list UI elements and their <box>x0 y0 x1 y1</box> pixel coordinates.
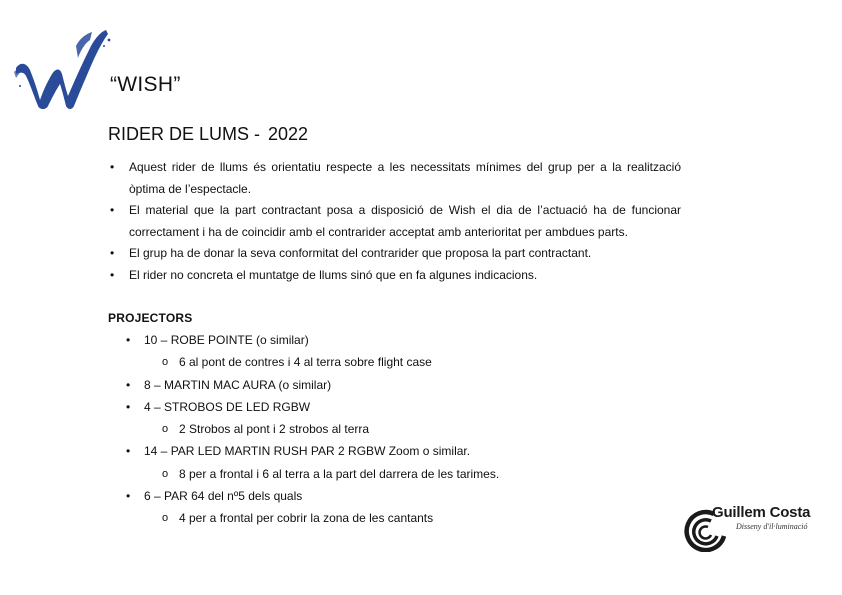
band-title: “WISH” <box>110 73 181 96</box>
list-item: • El rider no concreta el muntatge de llums sinó que en fa algunes indicacions. <box>110 265 681 287</box>
sub-list-item: o 8 per a frontal i 6 al terra a la part del darrera de les tarimes. <box>144 463 566 485</box>
designer-logo <box>684 504 814 556</box>
list-item <box>126 374 566 396</box>
list-item <box>126 485 566 530</box>
list-item: • Aquest rider de llums és orientatiu respecte a les necessitats mínimes del grup per a la realització òptima de l’espectacle. <box>110 157 681 200</box>
intro-list <box>110 157 681 286</box>
section-heading-projectors: PROJECTORS <box>108 311 193 325</box>
projector-label: 8 – MARTIN MAC AURA (o similar) <box>144 377 332 392</box>
designer-name: Guillem Costa <box>712 504 811 521</box>
list-item <box>126 329 566 374</box>
doc-title-text: RIDER DE LUMS - <box>108 124 261 144</box>
projectors-list <box>126 329 566 530</box>
sub-list-item: o 2 Strobos al pont i 2 strobos al terra <box>144 418 566 440</box>
list-item: • El material que la part contractant posa a disposició de Wish el dia de l’actuació ha de funcionar correctament i ha de coincidir amb el contrarider acceptat amb anterioritat per ambdues parts. <box>110 200 681 243</box>
designer-subtitle: Disseny d'il·luminació <box>736 522 808 531</box>
sub-list <box>144 418 566 440</box>
doc-year: 2022 <box>268 124 309 144</box>
sub-list <box>144 507 566 529</box>
sub-list-item: o 4 per a frontal per cobrir la zona de les cantants <box>144 507 566 529</box>
projector-label: 10 – ROBE POINTE (o similar) <box>144 333 309 347</box>
list-item <box>126 396 566 441</box>
list-item <box>126 440 566 485</box>
projector-label: 14 – PAR LED MARTIN RUSH PAR 2 RGBW Zoom o similar. <box>144 444 471 459</box>
sub-list <box>144 351 566 373</box>
page-title <box>108 124 308 145</box>
sub-list-item: o 6 al pont de contres i 4 al terra sobre flight case <box>144 351 566 373</box>
list-item: • El grup ha de donar la seva conformitat del contrarider que proposa la part contractant. <box>110 243 681 265</box>
projector-label: 4 – STROBOS DE LED RGBW <box>144 399 311 414</box>
sub-list <box>144 463 566 485</box>
brush-w-logo-icon <box>12 26 112 112</box>
projector-label: 6 – PAR 64 del nº5 dels quals <box>144 489 303 504</box>
